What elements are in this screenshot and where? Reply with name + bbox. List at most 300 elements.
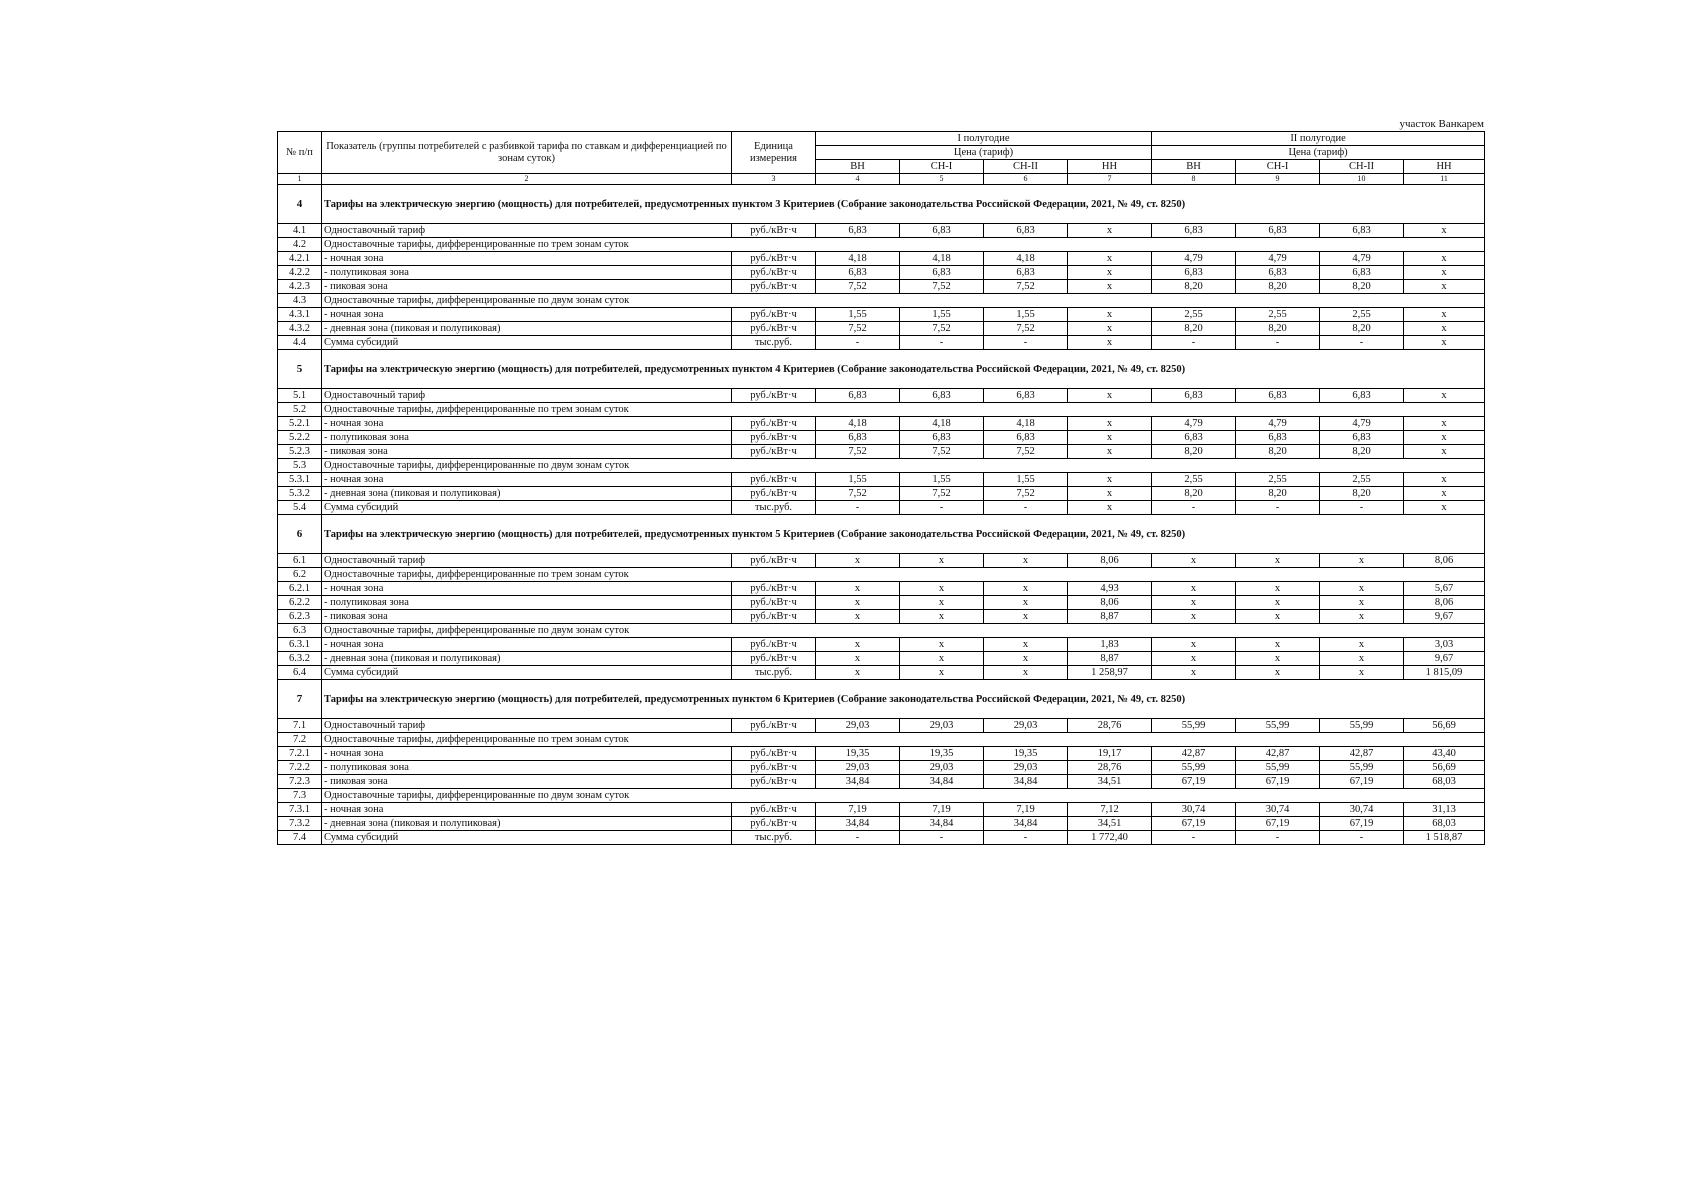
column-number: 4 [816, 174, 900, 185]
tariff-value: 29,03 [900, 761, 984, 775]
row-name: - ночная зона [322, 473, 732, 487]
tariff-value: x [1152, 610, 1236, 624]
row-name: Сумма субсидий [322, 666, 732, 680]
header-half-2: II полугодие [1152, 132, 1485, 146]
tariff-value: 2,55 [1236, 473, 1320, 487]
column-number: 5 [900, 174, 984, 185]
table-row [278, 582, 1485, 596]
table-row [278, 554, 1485, 568]
tariff-value: 7,52 [816, 487, 900, 501]
row-number: 6.4 [278, 666, 322, 680]
row-unit: руб./кВт·ч [732, 719, 816, 733]
tariff-value: x [1068, 322, 1152, 336]
tariff-value: x [1404, 473, 1485, 487]
row-number: 4.2 [278, 238, 322, 252]
tariff-value: 28,76 [1068, 761, 1152, 775]
tariff-value: 4,18 [984, 417, 1068, 431]
tariff-value: 19,35 [984, 747, 1068, 761]
header-price-2: Цена (тариф) [1152, 146, 1485, 160]
row-number: 4.3.2 [278, 322, 322, 336]
tariff-value: 4,18 [900, 417, 984, 431]
column-number: 10 [1320, 174, 1404, 185]
row-unit: руб./кВт·ч [732, 445, 816, 459]
table-row [278, 266, 1485, 280]
tariff-value: 6,83 [984, 224, 1068, 238]
tariff-value: - [1320, 501, 1404, 515]
row-group-name: Одноставочные тарифы, дифференцированные по двум зонам суток [322, 789, 1485, 803]
row-number: 5.1 [278, 389, 322, 403]
tariff-value: 3,03 [1404, 638, 1485, 652]
tariff-value: 6,83 [900, 224, 984, 238]
table-row [278, 294, 1485, 308]
row-unit: руб./кВт·ч [732, 389, 816, 403]
tariff-value: x [900, 610, 984, 624]
tariff-value: x [1236, 638, 1320, 652]
tariff-value: x [1068, 308, 1152, 322]
row-name: - дневная зона (пиковая и полупиковая) [322, 652, 732, 666]
tariff-value: 55,99 [1236, 761, 1320, 775]
tariff-value: x [900, 638, 984, 652]
tariff-value: 1,55 [984, 308, 1068, 322]
tariff-value: 9,67 [1404, 610, 1485, 624]
tariff-value: x [1068, 252, 1152, 266]
tariff-value: 29,03 [900, 719, 984, 733]
tariff-value: x [1404, 266, 1485, 280]
tariff-value: x [1152, 582, 1236, 596]
tariff-value: x [900, 582, 984, 596]
tariff-value: 2,55 [1152, 308, 1236, 322]
column-number: 6 [984, 174, 1068, 185]
tariff-value: 8,20 [1152, 487, 1236, 501]
header-level: НН [1068, 160, 1152, 174]
tariff-value: - [816, 336, 900, 350]
row-name: - пиковая зона [322, 610, 732, 624]
tariff-value: x [1236, 652, 1320, 666]
column-number: 2 [322, 174, 732, 185]
row-number: 4.2.2 [278, 266, 322, 280]
row-unit: тыс.руб. [732, 666, 816, 680]
row-unit: руб./кВт·ч [732, 473, 816, 487]
row-group-name: Одноставочные тарифы, дифференцированные по трем зонам суток [322, 403, 1485, 417]
tariff-value: 1 815,09 [1404, 666, 1485, 680]
section-number: 6 [278, 515, 322, 554]
tariff-value: 6,83 [984, 431, 1068, 445]
tariff-value: x [1236, 554, 1320, 568]
tariff-value: x [1320, 638, 1404, 652]
row-number: 5.4 [278, 501, 322, 515]
row-number: 4.1 [278, 224, 322, 238]
row-unit: руб./кВт·ч [732, 803, 816, 817]
tariff-value: x [1068, 445, 1152, 459]
tariff-value: x [1320, 666, 1404, 680]
tariff-value: x [1236, 596, 1320, 610]
tariff-value: 2,55 [1320, 308, 1404, 322]
tariff-value: x [1152, 652, 1236, 666]
header-level: СН-I [1236, 160, 1320, 174]
row-group-name: Одноставочные тарифы, дифференцированные по двум зонам суток [322, 459, 1485, 473]
tariff-value: 6,83 [1152, 224, 1236, 238]
tariff-value: 4,79 [1320, 417, 1404, 431]
table-row [278, 817, 1485, 831]
tariff-value: 7,52 [816, 445, 900, 459]
tariff-value: x [984, 638, 1068, 652]
tariff-value: x [1152, 638, 1236, 652]
row-number: 5.2 [278, 403, 322, 417]
row-unit: руб./кВт·ч [732, 431, 816, 445]
tariff-value: x [900, 596, 984, 610]
table-row [278, 238, 1485, 252]
tariff-value: 8,20 [1236, 280, 1320, 294]
tariff-value: - [984, 501, 1068, 515]
tariff-value: x [1152, 596, 1236, 610]
header-level: НН [1404, 160, 1485, 174]
tariff-value: - [1320, 831, 1404, 845]
table-row [278, 487, 1485, 501]
table-row [278, 638, 1485, 652]
row-name: - ночная зона [322, 582, 732, 596]
tariff-value: 7,19 [984, 803, 1068, 817]
tariff-value: x [1068, 473, 1152, 487]
row-group-name: Одноставочные тарифы, дифференцированные по трем зонам суток [322, 568, 1485, 582]
tariff-value: 8,06 [1404, 554, 1485, 568]
tariff-value: 6,83 [900, 431, 984, 445]
row-unit: руб./кВт·ч [732, 266, 816, 280]
header-level: СН-I [900, 160, 984, 174]
tariff-value: x [900, 666, 984, 680]
row-number: 5.2.1 [278, 417, 322, 431]
row-name: - пиковая зона [322, 280, 732, 294]
tariff-value: 6,83 [1320, 431, 1404, 445]
header-level: СН-II [984, 160, 1068, 174]
tariff-value: 6,83 [816, 389, 900, 403]
tariff-value: x [1320, 596, 1404, 610]
tariff-value: 4,18 [984, 252, 1068, 266]
row-number: 6.3 [278, 624, 322, 638]
column-number: 11 [1404, 174, 1485, 185]
tariff-value: 7,52 [984, 445, 1068, 459]
table-row [278, 831, 1485, 845]
column-number: 7 [1068, 174, 1152, 185]
table-header [278, 132, 1485, 185]
tariff-value: x [1404, 487, 1485, 501]
tariff-value: 7,19 [816, 803, 900, 817]
tariff-value: 8,06 [1068, 554, 1152, 568]
tariff-value: x [1320, 554, 1404, 568]
row-number: 7.2.2 [278, 761, 322, 775]
table-row [278, 610, 1485, 624]
section-number: 4 [278, 185, 322, 224]
tariff-value: 67,19 [1320, 817, 1404, 831]
tariff-value: 7,52 [900, 445, 984, 459]
tariff-value: x [1320, 582, 1404, 596]
tariff-value: 8,87 [1068, 652, 1152, 666]
table-row [278, 568, 1485, 582]
tariff-value: 7,52 [816, 322, 900, 336]
tariff-value: 67,19 [1236, 775, 1320, 789]
tariff-value: x [1320, 610, 1404, 624]
tariff-value: 7,52 [816, 280, 900, 294]
tariff-value: 2,55 [1320, 473, 1404, 487]
table-row [278, 624, 1485, 638]
column-number: 8 [1152, 174, 1236, 185]
tariff-value: x [984, 652, 1068, 666]
row-name: - дневная зона (пиковая и полупиковая) [322, 817, 732, 831]
tariff-value: 56,69 [1404, 761, 1485, 775]
row-number: 6.3.2 [278, 652, 322, 666]
row-unit: тыс.руб. [732, 501, 816, 515]
row-unit: руб./кВт·ч [732, 322, 816, 336]
tariff-value: 34,84 [900, 817, 984, 831]
table-row [278, 733, 1485, 747]
tariff-value: x [1068, 336, 1152, 350]
section-title: Тарифы на электрическую энергию (мощность) для потребителей, предусмотренных пунктом 4 Критериев (Собрание законодательства Российской Федерации, 2021, № 49, ст. 8250) [322, 350, 1485, 389]
tariff-value: x [816, 554, 900, 568]
table-row [278, 403, 1485, 417]
row-unit: руб./кВт·ч [732, 308, 816, 322]
row-unit: тыс.руб. [732, 831, 816, 845]
tariff-value: 28,76 [1068, 719, 1152, 733]
tariff-value: 34,84 [984, 775, 1068, 789]
row-number: 6.2 [278, 568, 322, 582]
tariff-value: 1,55 [900, 473, 984, 487]
tariff-value: 68,03 [1404, 817, 1485, 831]
row-name: Сумма субсидий [322, 501, 732, 515]
tariff-value: 4,18 [900, 252, 984, 266]
row-name: - ночная зона [322, 638, 732, 652]
tariff-value: 6,83 [816, 224, 900, 238]
table-row [278, 666, 1485, 680]
tariff-value: x [1152, 666, 1236, 680]
table-row [278, 280, 1485, 294]
row-name: - ночная зона [322, 308, 732, 322]
row-name: - полупиковая зона [322, 761, 732, 775]
table-body [278, 185, 1485, 845]
tariff-value: 8,20 [1320, 322, 1404, 336]
table-row [278, 775, 1485, 789]
tariff-value: 67,19 [1152, 775, 1236, 789]
tariff-value: x [1320, 652, 1404, 666]
tariff-value: - [1236, 336, 1320, 350]
tariff-value: 6,83 [1152, 389, 1236, 403]
table-row [278, 501, 1485, 515]
tariff-value: 1 518,87 [1404, 831, 1485, 845]
tariff-value: x [1236, 610, 1320, 624]
row-name: - ночная зона [322, 417, 732, 431]
tariff-value: x [900, 554, 984, 568]
header-level: ВН [1152, 160, 1236, 174]
row-name: Одноставочный тариф [322, 389, 732, 403]
tariff-value: 8,20 [1152, 445, 1236, 459]
tariff-value: x [1404, 280, 1485, 294]
row-name: Одноставочный тариф [322, 719, 732, 733]
tariff-value: 1,55 [816, 308, 900, 322]
row-number: 5.3 [278, 459, 322, 473]
tariff-value: x [816, 666, 900, 680]
tariff-value: 8,20 [1320, 280, 1404, 294]
tariff-value: 4,93 [1068, 582, 1152, 596]
table-row [278, 252, 1485, 266]
tariff-value: x [1068, 266, 1152, 280]
row-unit: руб./кВт·ч [732, 775, 816, 789]
tariff-value: 6,83 [1236, 224, 1320, 238]
tariff-value: 7,19 [900, 803, 984, 817]
tariff-value: 7,52 [984, 487, 1068, 501]
table-row [278, 322, 1485, 336]
tariff-value: 4,79 [1236, 417, 1320, 431]
table-row [278, 389, 1485, 403]
table-row [278, 789, 1485, 803]
tariff-value: x [1068, 417, 1152, 431]
tariff-value: 1 772,40 [1068, 831, 1152, 845]
tariff-value: x [1404, 431, 1485, 445]
header-half-1: I полугодие [816, 132, 1152, 146]
header-price-1: Цена (тариф) [816, 146, 1152, 160]
tariff-value: 8,20 [1320, 445, 1404, 459]
row-unit: руб./кВт·ч [732, 582, 816, 596]
tariff-value: 67,19 [1320, 775, 1404, 789]
tariff-value: 7,52 [900, 280, 984, 294]
row-group-name: Одноставочные тарифы, дифференцированные по трем зонам суток [322, 733, 1485, 747]
tariff-value: x [816, 596, 900, 610]
tariff-value: 4,79 [1236, 252, 1320, 266]
tariff-value: 5,67 [1404, 582, 1485, 596]
row-name: Одноставочный тариф [322, 554, 732, 568]
row-number: 6.3.1 [278, 638, 322, 652]
tariff-value: 8,20 [1236, 445, 1320, 459]
tariff-value: x [1068, 224, 1152, 238]
row-number: 6.1 [278, 554, 322, 568]
tariff-value: 34,51 [1068, 817, 1152, 831]
section-caption: участок Ванкарем [1399, 118, 1484, 130]
tariff-value: x [1068, 431, 1152, 445]
tariff-value: 6,83 [1152, 431, 1236, 445]
tariff-value: 8,20 [1236, 487, 1320, 501]
tariff-value: 68,03 [1404, 775, 1485, 789]
row-unit: руб./кВт·ч [732, 252, 816, 266]
tariff-table [277, 131, 1485, 845]
header-level: СН-II [1320, 160, 1404, 174]
tariff-value: 6,83 [1320, 224, 1404, 238]
tariff-value: 6,83 [1320, 266, 1404, 280]
header-level: ВН [816, 160, 900, 174]
row-number: 5.2.2 [278, 431, 322, 445]
tariff-value: 34,84 [816, 817, 900, 831]
tariff-value: x [1404, 224, 1485, 238]
section-title: Тарифы на электрическую энергию (мощность) для потребителей, предусмотренных пунктом 3 Критериев (Собрание законодательства Российской Федерации, 2021, № 49, ст. 8250) [322, 185, 1485, 224]
tariff-value: 30,74 [1152, 803, 1236, 817]
tariff-value: 6,83 [900, 266, 984, 280]
tariff-value: x [1068, 501, 1152, 515]
tariff-value: 4,79 [1152, 417, 1236, 431]
tariff-value: - [1152, 831, 1236, 845]
tariff-value: x [816, 582, 900, 596]
tariff-value: 42,87 [1236, 747, 1320, 761]
tariff-value: 42,87 [1152, 747, 1236, 761]
tariff-value: x [816, 652, 900, 666]
tariff-value: 6,83 [1236, 431, 1320, 445]
row-name: - ночная зона [322, 803, 732, 817]
header-unit: Единица измерения [732, 132, 816, 174]
tariff-value: 6,83 [900, 389, 984, 403]
row-name: Сумма субсидий [322, 831, 732, 845]
table-row [278, 308, 1485, 322]
tariff-value: 19,17 [1068, 747, 1152, 761]
row-name: - полупиковая зона [322, 596, 732, 610]
tariff-value: x [984, 666, 1068, 680]
table-row [278, 336, 1485, 350]
tariff-value: 7,52 [984, 280, 1068, 294]
row-number: 7.4 [278, 831, 322, 845]
column-number: 1 [278, 174, 322, 185]
tariff-value: 7,12 [1068, 803, 1152, 817]
column-number: 3 [732, 174, 816, 185]
row-number: 5.3.2 [278, 487, 322, 501]
tariff-value: - [1320, 336, 1404, 350]
tariff-value: - [984, 831, 1068, 845]
tariff-value: 6,83 [984, 266, 1068, 280]
section-title: Тарифы на электрическую энергию (мощность) для потребителей, предусмотренных пунктом 6 Критериев (Собрание законодательства Российской Федерации, 2021, № 49, ст. 8250) [322, 680, 1485, 719]
tariff-value: 4,18 [816, 417, 900, 431]
tariff-value: - [1152, 501, 1236, 515]
tariff-value: 6,83 [984, 389, 1068, 403]
row-number: 7.3.1 [278, 803, 322, 817]
row-name: - ночная зона [322, 747, 732, 761]
tariff-value: 8,20 [1152, 280, 1236, 294]
tariff-value: x [1404, 308, 1485, 322]
row-number: 7.3.2 [278, 817, 322, 831]
tariff-value: x [1404, 252, 1485, 266]
row-name: Одноставочный тариф [322, 224, 732, 238]
tariff-value: 8,20 [1152, 322, 1236, 336]
tariff-value: x [1236, 582, 1320, 596]
tariff-value: - [816, 831, 900, 845]
tariff-value: 7,52 [900, 487, 984, 501]
row-name: Сумма субсидий [322, 336, 732, 350]
row-unit: руб./кВт·ч [732, 487, 816, 501]
tariff-value: - [900, 501, 984, 515]
tariff-value: 31,13 [1404, 803, 1485, 817]
table-row [278, 224, 1485, 238]
tariff-value: 30,74 [1320, 803, 1404, 817]
row-unit: руб./кВт·ч [732, 761, 816, 775]
tariff-value: x [900, 652, 984, 666]
row-unit: руб./кВт·ч [732, 417, 816, 431]
tariff-value: 29,03 [816, 761, 900, 775]
tariff-value: x [1404, 389, 1485, 403]
tariff-value: 43,40 [1404, 747, 1485, 761]
tariff-value: - [984, 336, 1068, 350]
tariff-value: 6,83 [816, 266, 900, 280]
section-header-row [278, 680, 1485, 719]
row-number: 7.1 [278, 719, 322, 733]
tariff-value: 1,83 [1068, 638, 1152, 652]
tariff-value: 55,99 [1320, 761, 1404, 775]
tariff-value: 19,35 [900, 747, 984, 761]
header-indicator: Показатель (группы потребителей с разбивкой тарифа по ставкам и дифференциацией по зонам суток) [322, 132, 732, 174]
row-unit: руб./кВт·ч [732, 554, 816, 568]
tariff-value: 6,83 [1320, 389, 1404, 403]
row-number: 4.3.1 [278, 308, 322, 322]
tariff-value: 8,06 [1404, 596, 1485, 610]
row-unit: руб./кВт·ч [732, 596, 816, 610]
tariff-value: 8,20 [1320, 487, 1404, 501]
row-number: 5.2.3 [278, 445, 322, 459]
tariff-value: x [1068, 280, 1152, 294]
tariff-value: 1 258,97 [1068, 666, 1152, 680]
row-name: - пиковая зона [322, 445, 732, 459]
tariff-value: 6,83 [1152, 266, 1236, 280]
row-number: 5.3.1 [278, 473, 322, 487]
